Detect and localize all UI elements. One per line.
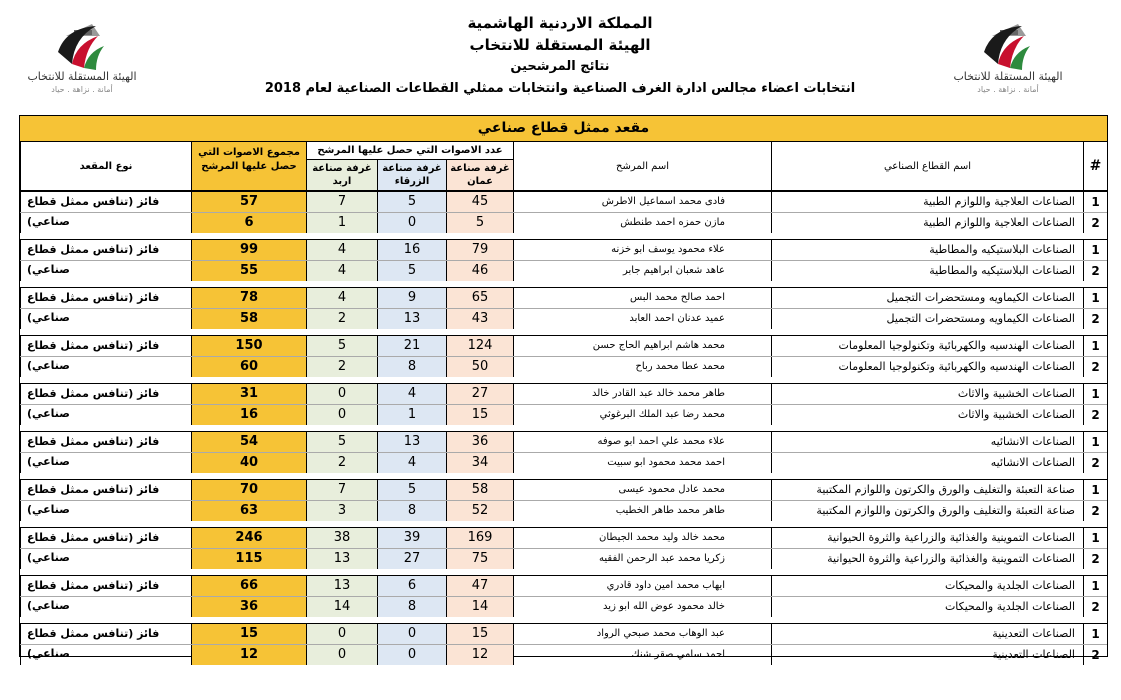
sector-name-cell: الصناعات التموينية والغذائية والزراعية والثروة الحيوانية (771, 528, 1083, 548)
row-number-cell: 2 (1083, 453, 1107, 473)
row-number-cell: 1 (1083, 192, 1107, 212)
total-votes-cell: 36 (191, 597, 306, 617)
candidate-name-cell: طاهر محمد طاهر الخطيب (513, 501, 771, 521)
zarqa-votes-cell: 16 (377, 240, 446, 260)
sector-block (20, 527, 1107, 569)
total-votes-cell: 6 (191, 213, 306, 233)
seat-type-cell: فائز (تنافس ممثل قطاع صناعي) (20, 432, 191, 452)
zarqa-votes-cell: 27 (377, 549, 446, 569)
amman-votes-cell: 27 (446, 384, 513, 404)
irbid-votes-cell: 0 (306, 624, 377, 644)
zarqa-votes-cell: 1 (377, 405, 446, 425)
amman-votes-cell: 5 (446, 213, 513, 233)
sector-name-cell: الصناعات الجلدية والمحيكات (771, 597, 1083, 617)
sector-name-cell: الصناعات الجلدية والمحيكات (771, 576, 1083, 596)
zarqa-votes-cell: 9 (377, 288, 446, 308)
irbid-votes-cell: 38 (306, 528, 377, 548)
table-row (20, 644, 1107, 665)
candidate-name-cell: خالد محمود عوض الله ابو زيد (513, 597, 771, 617)
sector-block (20, 383, 1107, 425)
col-candidate-name: اسم المرشح (513, 142, 771, 190)
row-number-cell: 1 (1083, 480, 1107, 500)
seat-type-cell (20, 357, 191, 377)
seat-type-cell (20, 549, 191, 569)
total-votes-cell: 150 (191, 336, 306, 356)
seat-type-cell: فائز (تنافس ممثل قطاع صناعي) (20, 528, 191, 548)
candidate-name-cell: ايهاب محمد امين داود قادري (513, 576, 771, 596)
row-number-cell: 2 (1083, 357, 1107, 377)
total-votes-cell: 58 (191, 309, 306, 329)
total-votes-cell: 115 (191, 549, 306, 569)
amman-votes-cell: 65 (446, 288, 513, 308)
iec-logo-right (948, 14, 1068, 114)
sector-name-cell: الصناعات الكيماويه ومستحضرات التجميل (771, 288, 1083, 308)
seat-type-cell: فائز (تنافس ممثل قطاع صناعي) (20, 288, 191, 308)
sector-name-cell: الصناعات الخشبية والاثاث (771, 384, 1083, 404)
sector-name-cell: الصناعات الهندسيه والكهربائية وتكنولوجيا المعلومات (771, 336, 1083, 356)
candidate-name-cell: علاء محمد علي احمد ابو صوفه (513, 432, 771, 452)
seat-type-cell: فائز (تنافس ممثل قطاع صناعي) (20, 240, 191, 260)
seat-type-cell (20, 597, 191, 617)
candidate-name-cell: محمد عطا محمد رباح (513, 357, 771, 377)
row-number-cell: 1 (1083, 624, 1107, 644)
zarqa-votes-cell: 0 (377, 624, 446, 644)
table-row (20, 308, 1107, 329)
ballot-box-icon (978, 14, 1038, 74)
amman-votes-cell: 14 (446, 597, 513, 617)
total-votes-cell: 66 (191, 576, 306, 596)
col-irbid: غرفة صناعة اربد (306, 160, 377, 190)
irbid-votes-cell: 7 (306, 192, 377, 212)
row-number-cell: 1 (1083, 432, 1107, 452)
candidate-name-cell: محمد عادل محمود عيسى (513, 480, 771, 500)
row-number-cell: 2 (1083, 213, 1107, 233)
total-votes-cell: 70 (191, 480, 306, 500)
results-table (19, 115, 1108, 662)
table-header (20, 142, 1107, 191)
sector-block (20, 287, 1107, 329)
candidate-name-cell: احمد سامي صقر شنك (513, 645, 771, 665)
seat-type-cell: فائز (تنافس ممثل قطاع صناعي) (20, 384, 191, 404)
seat-type-cell: فائز (تنافس ممثل قطاع صناعي) (20, 624, 191, 644)
row-number-cell: 2 (1083, 501, 1107, 521)
logo-motto: أمانة . نزاهة . حياد (51, 85, 113, 94)
zarqa-votes-cell: 4 (377, 453, 446, 473)
amman-votes-cell: 45 (446, 192, 513, 212)
logo-name: الهيئة المستقلة للانتخاب (27, 70, 137, 83)
row-number-cell: 2 (1083, 645, 1107, 665)
zarqa-votes-cell: 4 (377, 384, 446, 404)
irbid-votes-cell: 2 (306, 309, 377, 329)
zarqa-votes-cell: 0 (377, 213, 446, 233)
row-number-cell: 1 (1083, 240, 1107, 260)
total-votes-cell: 99 (191, 240, 306, 260)
col-sector-name: اسم القطاع الصناعي (771, 142, 1083, 190)
sector-block (20, 191, 1107, 233)
irbid-votes-cell: 5 (306, 432, 377, 452)
seat-type-cell: فائز (تنافس ممثل قطاع صناعي) (20, 336, 191, 356)
total-votes-cell: 12 (191, 645, 306, 665)
col-votes-group: عدد الاصوات التي حصل عليها المرشح (306, 142, 513, 160)
zarqa-votes-cell: 5 (377, 192, 446, 212)
candidate-name-cell: فادى محمد اسماعيل الاطرش (513, 192, 771, 212)
header-line1: المملكة الاردنية الهاشمية (467, 14, 653, 32)
table-row (20, 356, 1107, 377)
sector-name-cell: الصناعات البلاستيكيه والمطاطية (771, 261, 1083, 281)
amman-votes-cell: 58 (446, 480, 513, 500)
amman-votes-cell: 50 (446, 357, 513, 377)
irbid-votes-cell: 2 (306, 357, 377, 377)
col-amman: غرفة صناعة عمان (446, 160, 513, 190)
sector-name-cell: الصناعات العلاجية واللوازم الطبية (771, 192, 1083, 212)
irbid-votes-cell: 2 (306, 453, 377, 473)
seat-type-cell (20, 645, 191, 665)
table-row (20, 596, 1107, 617)
candidate-name-cell: محمد خالد وليد محمد الجيطان (513, 528, 771, 548)
col-seat-type: نوع المقعد (20, 142, 191, 190)
total-votes-cell: 246 (191, 528, 306, 548)
candidate-name-cell: مازن حمزه احمد طنطش (513, 213, 771, 233)
row-number-cell: 2 (1083, 405, 1107, 425)
amman-votes-cell: 12 (446, 645, 513, 665)
sector-name-cell: الصناعات العلاجية واللوازم الطبية (771, 213, 1083, 233)
header-line3: نتائج المرشحين (510, 59, 610, 74)
irbid-votes-cell: 4 (306, 261, 377, 281)
sector-name-cell: صناعة التعبئة والتغليف والورق والكرتون واللوازم المكتبية (771, 480, 1083, 500)
zarqa-votes-cell: 21 (377, 336, 446, 356)
zarqa-votes-cell: 5 (377, 480, 446, 500)
zarqa-votes-cell: 8 (377, 357, 446, 377)
seat-type-cell: فائز (تنافس ممثل قطاع صناعي) (20, 192, 191, 212)
total-votes-cell: 15 (191, 624, 306, 644)
sector-name-cell: الصناعات التعدينية (771, 624, 1083, 644)
sector-name-cell: الصناعات الكيماويه ومستحضرات التجميل (771, 309, 1083, 329)
seat-type-cell (20, 261, 191, 281)
amman-votes-cell: 75 (446, 549, 513, 569)
sector-name-cell: الصناعات الانشائيه (771, 453, 1083, 473)
table-row (20, 260, 1107, 281)
irbid-votes-cell: 5 (306, 336, 377, 356)
candidate-name-cell: علاء محمود يوسف ابو خزنه (513, 240, 771, 260)
zarqa-votes-cell: 13 (377, 432, 446, 452)
sector-name-cell: صناعة التعبئة والتغليف والورق والكرتون واللوازم المكتبية (771, 501, 1083, 521)
sector-block (20, 335, 1107, 377)
sector-name-cell: الصناعات الهندسيه والكهربائية وتكنولوجيا المعلومات (771, 357, 1083, 377)
sector-block (20, 239, 1107, 281)
zarqa-votes-cell: 8 (377, 597, 446, 617)
seat-type-cell (20, 309, 191, 329)
zarqa-votes-cell: 39 (377, 528, 446, 548)
irbid-votes-cell: 3 (306, 501, 377, 521)
seat-type-cell (20, 453, 191, 473)
col-number: # (1083, 142, 1107, 190)
col-total-votes: مجموع الاصوات التي حصل عليها المرشح (191, 142, 306, 190)
zarqa-votes-cell: 0 (377, 645, 446, 665)
total-votes-cell: 57 (191, 192, 306, 212)
total-votes-cell: 54 (191, 432, 306, 452)
irbid-votes-cell: 4 (306, 288, 377, 308)
row-number-cell: 1 (1083, 288, 1107, 308)
zarqa-votes-cell: 5 (377, 261, 446, 281)
irbid-votes-cell: 4 (306, 240, 377, 260)
page-header (0, 0, 1121, 112)
amman-votes-cell: 34 (446, 453, 513, 473)
ballot-box-icon (52, 14, 112, 74)
amman-votes-cell: 15 (446, 405, 513, 425)
zarqa-votes-cell: 6 (377, 576, 446, 596)
total-votes-cell: 63 (191, 501, 306, 521)
header-line2: الهيئة المستقلة للانتخاب (469, 36, 651, 54)
sector-name-cell: الصناعات التموينية والغذائية والزراعية والثروة الحيوانية (771, 549, 1083, 569)
sector-name-cell: الصناعات التعدينية (771, 645, 1083, 665)
irbid-votes-cell: 13 (306, 549, 377, 569)
row-number-cell: 1 (1083, 528, 1107, 548)
table-row (20, 404, 1107, 425)
table-row (20, 548, 1107, 569)
logo-name: الهيئة المستقلة للانتخاب (953, 70, 1063, 83)
row-number-cell: 1 (1083, 576, 1107, 596)
total-votes-cell: 31 (191, 384, 306, 404)
seat-type-cell (20, 405, 191, 425)
irbid-votes-cell: 1 (306, 213, 377, 233)
sector-block (20, 575, 1107, 617)
row-number-cell: 2 (1083, 309, 1107, 329)
total-votes-cell: 16 (191, 405, 306, 425)
amman-votes-cell: 124 (446, 336, 513, 356)
table-banner: مقعد ممثل قطاع صناعي (20, 116, 1107, 142)
sector-block (20, 479, 1107, 521)
irbid-votes-cell: 14 (306, 597, 377, 617)
row-number-cell: 2 (1083, 597, 1107, 617)
table-row (20, 212, 1107, 233)
table-row (20, 452, 1107, 473)
header-titles (250, 12, 870, 100)
irbid-votes-cell: 13 (306, 576, 377, 596)
candidate-name-cell: طاهر محمد خالد عبد القادر خالد (513, 384, 771, 404)
amman-votes-cell: 46 (446, 261, 513, 281)
logo-motto: أمانة . نزاهة . حياد (977, 85, 1039, 94)
irbid-votes-cell: 0 (306, 645, 377, 665)
irbid-votes-cell: 7 (306, 480, 377, 500)
candidate-name-cell: عاهد شعبان ابراهيم جابر (513, 261, 771, 281)
sector-block (20, 431, 1107, 473)
total-votes-cell: 78 (191, 288, 306, 308)
amman-votes-cell: 47 (446, 576, 513, 596)
candidate-name-cell: احمد صالح محمد البس (513, 288, 771, 308)
header-line4: انتخابات اعضاء مجالس ادارة الغرف الصناعية وانتخابات ممثلي القطاعات الصناعية لعام 2018 (264, 81, 856, 96)
row-number-cell: 2 (1083, 261, 1107, 281)
seat-type-cell: فائز (تنافس ممثل قطاع صناعي) (20, 480, 191, 500)
total-votes-cell: 55 (191, 261, 306, 281)
seat-type-cell: فائز (تنافس ممثل قطاع صناعي) (20, 576, 191, 596)
seat-type-cell (20, 213, 191, 233)
candidate-name-cell: محمد هاشم ابراهيم الحاج حسن (513, 336, 771, 356)
total-votes-cell: 60 (191, 357, 306, 377)
zarqa-votes-cell: 13 (377, 309, 446, 329)
amman-votes-cell: 169 (446, 528, 513, 548)
amman-votes-cell: 36 (446, 432, 513, 452)
amman-votes-cell: 79 (446, 240, 513, 260)
amman-votes-cell: 43 (446, 309, 513, 329)
sector-name-cell: الصناعات الخشبية والاثاث (771, 405, 1083, 425)
candidate-name-cell: عبد الوهاب محمد صبحي الرواد (513, 624, 771, 644)
total-votes-cell: 40 (191, 453, 306, 473)
amman-votes-cell: 52 (446, 501, 513, 521)
irbid-votes-cell: 0 (306, 405, 377, 425)
irbid-votes-cell: 0 (306, 384, 377, 404)
candidate-name-cell: عميد عدنان احمد العابد (513, 309, 771, 329)
amman-votes-cell: 15 (446, 624, 513, 644)
sector-block (20, 623, 1107, 665)
iec-logo-left (22, 14, 142, 114)
row-number-cell: 1 (1083, 384, 1107, 404)
row-number-cell: 2 (1083, 549, 1107, 569)
sector-name-cell: الصناعات الانشائيه (771, 432, 1083, 452)
table-row (20, 500, 1107, 521)
candidate-name-cell: محمد رضا عبد الملك البرغوثي (513, 405, 771, 425)
zarqa-votes-cell: 8 (377, 501, 446, 521)
row-number-cell: 1 (1083, 336, 1107, 356)
candidate-name-cell: زكريا محمد عبد الرحمن الفقيه (513, 549, 771, 569)
candidate-name-cell: احمد محمد محمود ابو سبيت (513, 453, 771, 473)
sector-name-cell: الصناعات البلاستيكيه والمطاطية (771, 240, 1083, 260)
seat-type-cell (20, 501, 191, 521)
col-zarqa: غرفة صناعة الزرقاء (377, 160, 446, 190)
